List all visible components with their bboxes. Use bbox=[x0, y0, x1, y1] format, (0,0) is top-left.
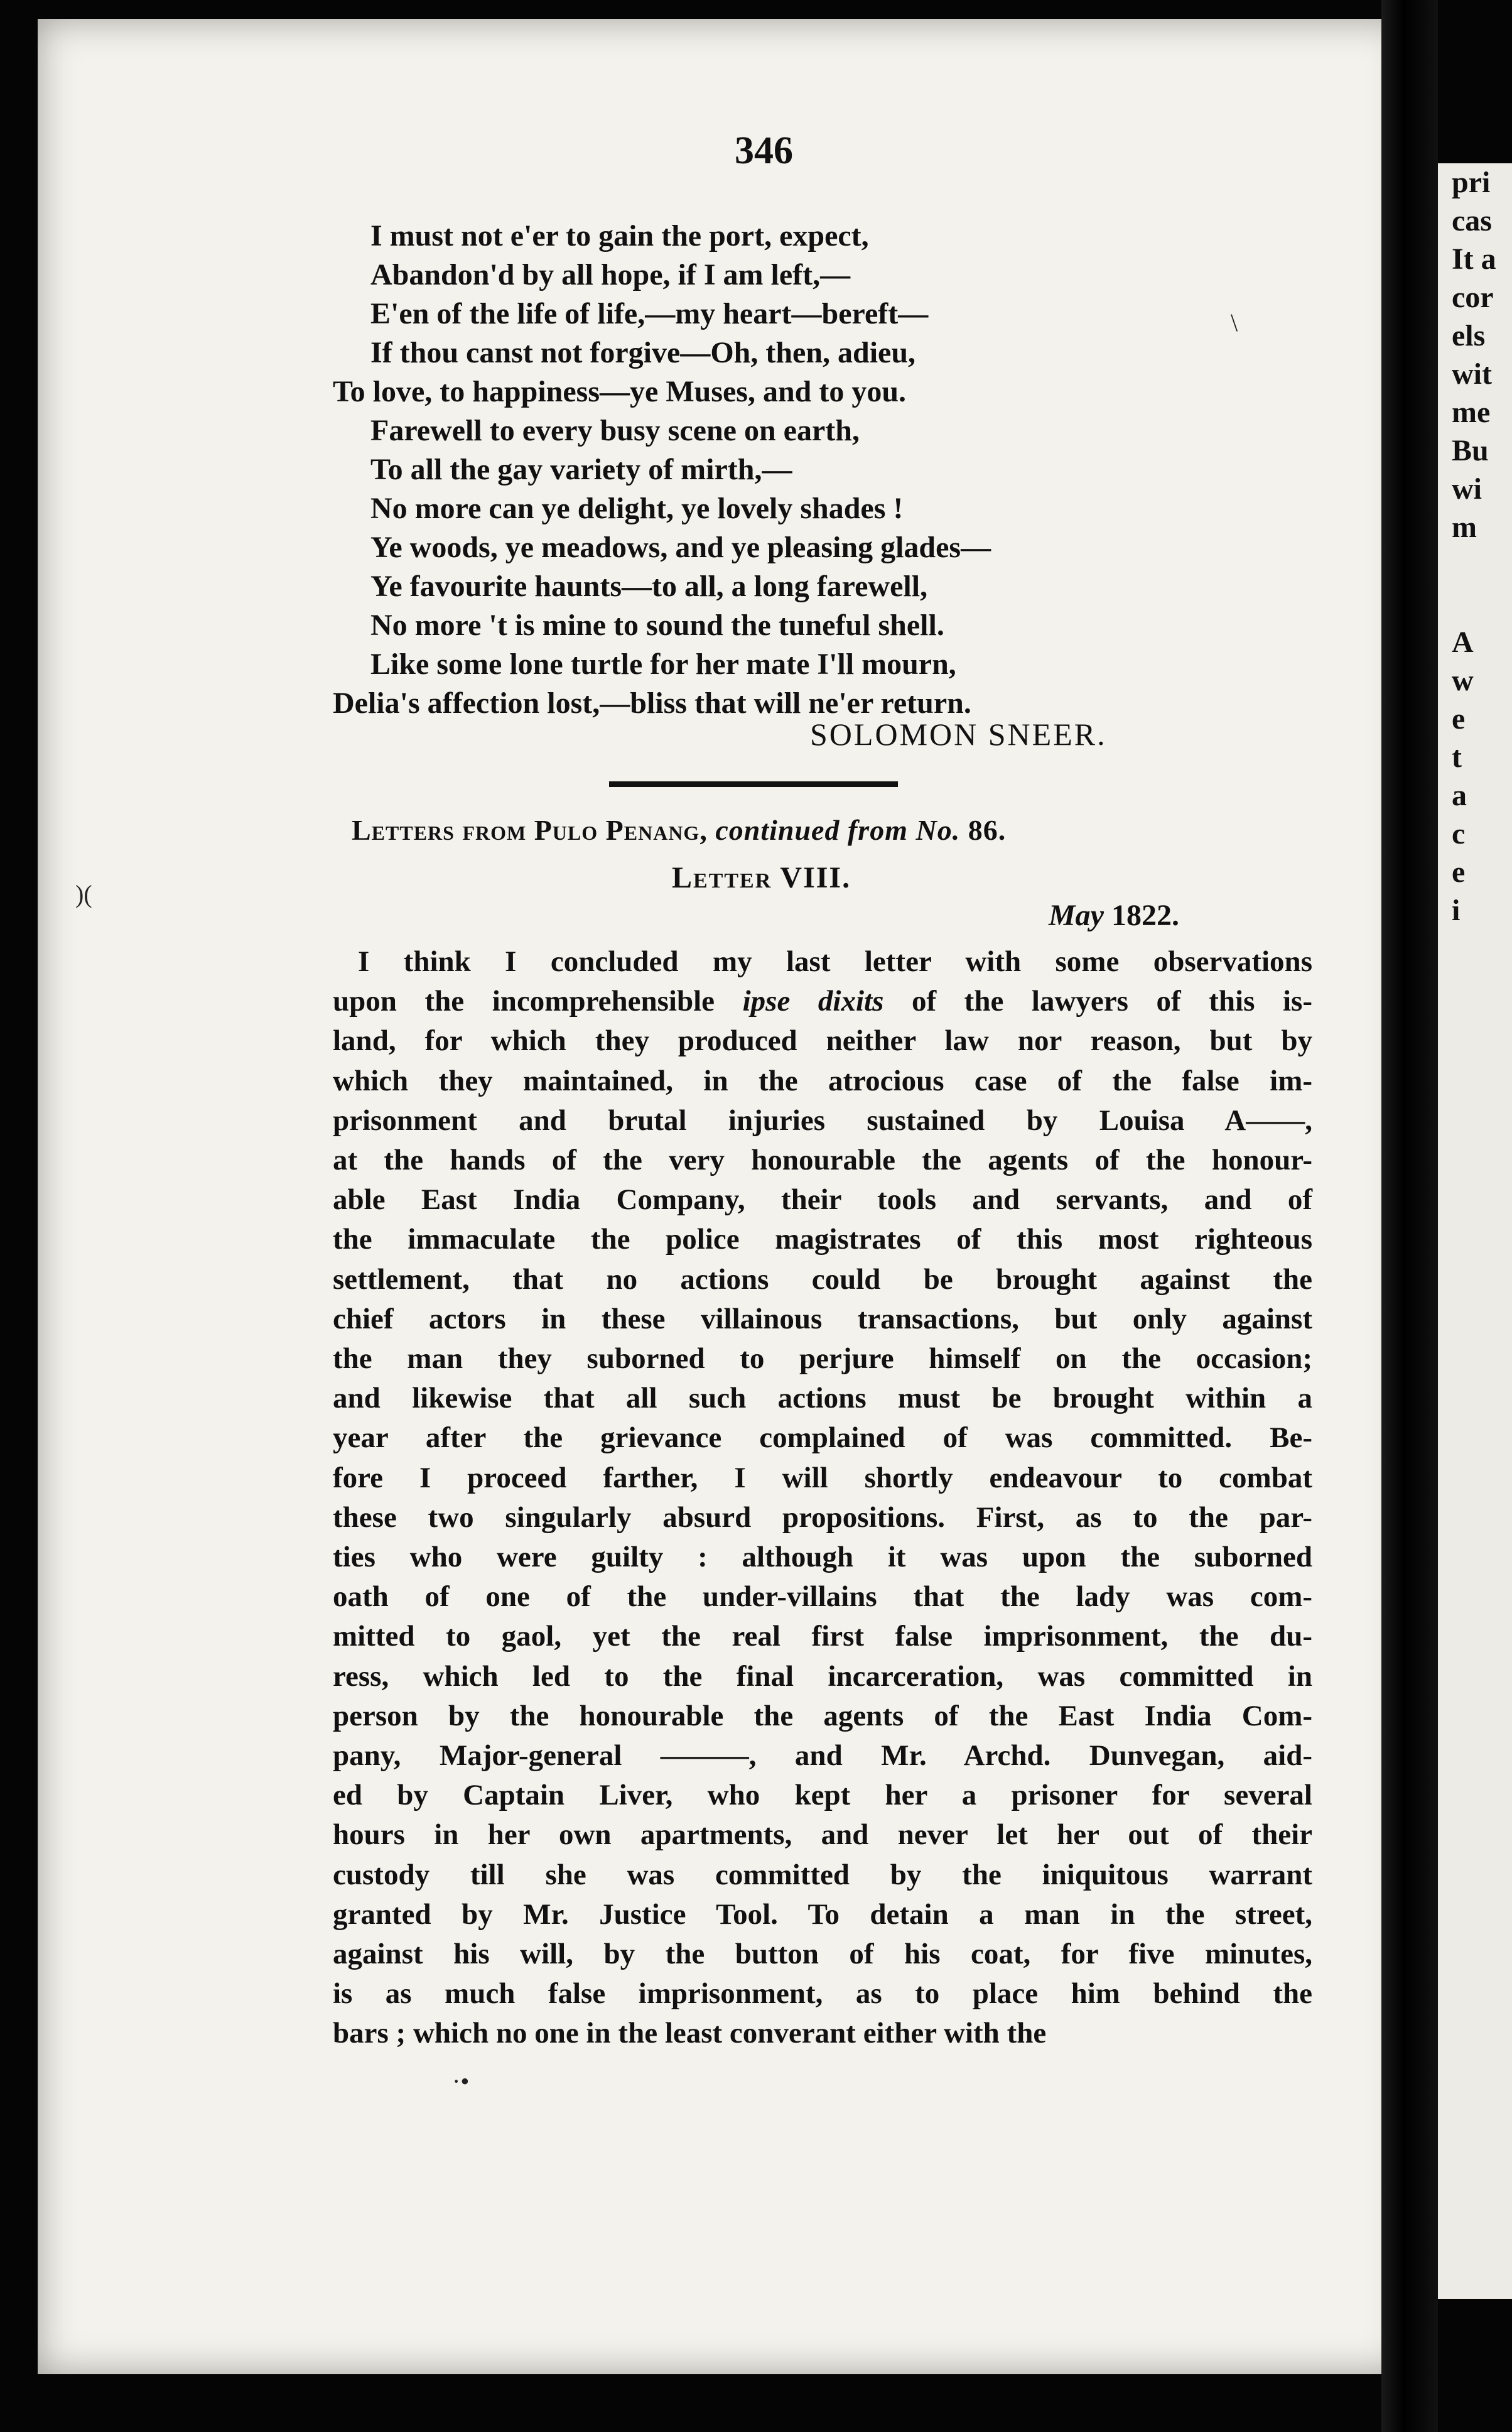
article-continued: continued from No. bbox=[715, 814, 961, 846]
facing-page-text: A bbox=[1452, 626, 1474, 659]
body-line: person by the honourable the agents of the East India Com- bbox=[333, 1699, 1312, 1732]
facing-page-fragment bbox=[1438, 163, 1512, 2299]
poem-line: I must not e'er to gain the port, expect, bbox=[370, 219, 869, 252]
body-line: at the hands of the very honourable the agents of the honour- bbox=[333, 1144, 1312, 1177]
body-line: pany, Major-general ———, and Mr. Archd. Dunvegan, aid- bbox=[333, 1739, 1312, 1772]
book-gutter bbox=[1381, 0, 1438, 2432]
body-line: ed by Captain Liver, who kept her a prisoner for several bbox=[333, 1779, 1312, 1812]
body-line: hours in her own apartments, and never let her out of their bbox=[333, 1818, 1312, 1852]
letter-date bbox=[1049, 898, 1179, 933]
facing-page-text: cas bbox=[1452, 204, 1492, 237]
facing-page-text: pri bbox=[1452, 166, 1491, 199]
poem-signature: SOLOMON SNEER. bbox=[810, 717, 1107, 752]
facing-page-text: i bbox=[1452, 894, 1461, 927]
letter-date-month: May bbox=[1049, 899, 1104, 932]
facing-page-text: m bbox=[1452, 511, 1477, 544]
body-line: and likewise that all such actions must be brought within a bbox=[333, 1382, 1312, 1415]
poem-line: To love, to happiness—ye Muses, and to you. bbox=[333, 375, 907, 408]
ink-speck: ·• bbox=[452, 2067, 470, 2095]
facing-page-text: Bu bbox=[1452, 434, 1489, 467]
page-number: 346 bbox=[735, 129, 793, 172]
body-line: granted by Mr. Justice Tool. To detain a man in the street, bbox=[333, 1897, 1312, 1931]
body-line: settlement, that no actions could be brought against the bbox=[333, 1262, 1312, 1296]
facing-page-text: e bbox=[1452, 855, 1466, 889]
article-title: Letters from Pulo Penang, bbox=[352, 814, 708, 846]
body-line: against his will, by the button of his coat, for five minutes, bbox=[333, 1938, 1312, 1971]
letter-body bbox=[333, 942, 1312, 2054]
body-line: oath of one of the under-villains that the lady was com- bbox=[333, 1580, 1312, 1614]
poem-line: Abandon'd by all hope, if I am left,— bbox=[370, 258, 851, 291]
poem-line: Delia's affection lost,—bliss that will ne'er return. bbox=[333, 687, 971, 720]
body-line: which they maintained, in the atrocious case of the false im- bbox=[333, 1064, 1312, 1097]
facing-page-text: wit bbox=[1452, 357, 1492, 391]
poem-line: No more 't is mine to sound the tuneful shell. bbox=[370, 609, 944, 642]
letter-title: Letter VIII. bbox=[672, 861, 851, 894]
poem-line: Like some lone turtle for her mate I'll mourn, bbox=[370, 648, 956, 681]
poem-line: No more can ye delight, ye lovely shades ! bbox=[370, 492, 904, 525]
body-line: custody till she was committed by the iniquitous warrant bbox=[333, 1858, 1312, 1891]
body-line: land, for which they produced neither law nor reason, but by bbox=[333, 1024, 1312, 1058]
facing-page-text bbox=[1438, 546, 1512, 585]
poem-line: E'en of the life of life,—my heart—bereft— bbox=[370, 297, 929, 330]
italic-phrase: ipse dixits bbox=[742, 985, 884, 1018]
body-line: fore I proceed farther, I will shortly endeavour to combat bbox=[333, 1461, 1312, 1494]
body-line: upon the incomprehensible ipse dixits of the lawyers of this is- bbox=[333, 985, 1312, 1018]
facing-page-text: w bbox=[1452, 664, 1474, 697]
body-line: able East India Company, their tools and servants, and of bbox=[333, 1183, 1312, 1217]
facing-page-text: cor bbox=[1452, 281, 1494, 314]
poem-line: Ye woods, ye meadows, and ye pleasing glades— bbox=[370, 531, 991, 564]
body-line: is as much false imprisonment, as to place him behind the bbox=[333, 1977, 1312, 2011]
facing-page-text: a bbox=[1452, 779, 1467, 812]
body-line: the man they suborned to perjure himself on the occasion; bbox=[333, 1342, 1312, 1376]
facing-page-text: me bbox=[1452, 396, 1491, 429]
facing-page-text: els bbox=[1452, 319, 1486, 352]
body-line: bars ; which no one in the least converant either with the bbox=[333, 2017, 1047, 2050]
body-line: these two singularly absurd propositions. First, as to the par- bbox=[333, 1501, 1312, 1534]
body-line: the immaculate the police magistrates of this most righteous bbox=[333, 1223, 1312, 1256]
article-heading bbox=[352, 813, 1006, 847]
body-line: mitted to gaol, yet the real first false imprisonment, the du- bbox=[333, 1620, 1312, 1653]
facing-page-text: c bbox=[1452, 817, 1466, 850]
facing-page-text: t bbox=[1452, 741, 1462, 774]
body-line: prisonment and brutal injuries sustained by Louisa A——, bbox=[333, 1104, 1312, 1137]
poem-line: If thou canst not forgive—Oh, then, adieu, bbox=[370, 336, 916, 369]
body-line: I think I concluded my last letter with some observations bbox=[358, 945, 1312, 978]
ink-speck: )( bbox=[75, 880, 92, 908]
body-line: chief actors in these villainous transactions, but only against bbox=[333, 1302, 1312, 1335]
facing-page-text bbox=[1438, 585, 1512, 623]
poem-line: Ye favourite haunts—to all, a long farewell, bbox=[370, 570, 928, 603]
poem bbox=[333, 217, 991, 723]
facing-page-text: e bbox=[1452, 702, 1466, 736]
facing-page-text: It a bbox=[1452, 242, 1496, 276]
facing-page-text: wi bbox=[1452, 472, 1482, 506]
body-line: ties who were guilty : although it was upon the suborned bbox=[333, 1541, 1312, 1574]
body-line: ress, which led to the final incarceration, was committed in bbox=[333, 1659, 1312, 1693]
poem-line: To all the gay variety of mirth,— bbox=[370, 453, 792, 486]
ink-speck: \ bbox=[1231, 308, 1238, 337]
article-issue-number: 86. bbox=[968, 814, 1007, 846]
body-line: year after the grievance complained of was committed. Be- bbox=[333, 1421, 1312, 1455]
poem-line: Farewell to every busy scene on earth, bbox=[370, 414, 860, 447]
letter-date-year: 1822. bbox=[1111, 899, 1179, 932]
section-divider bbox=[609, 781, 898, 787]
